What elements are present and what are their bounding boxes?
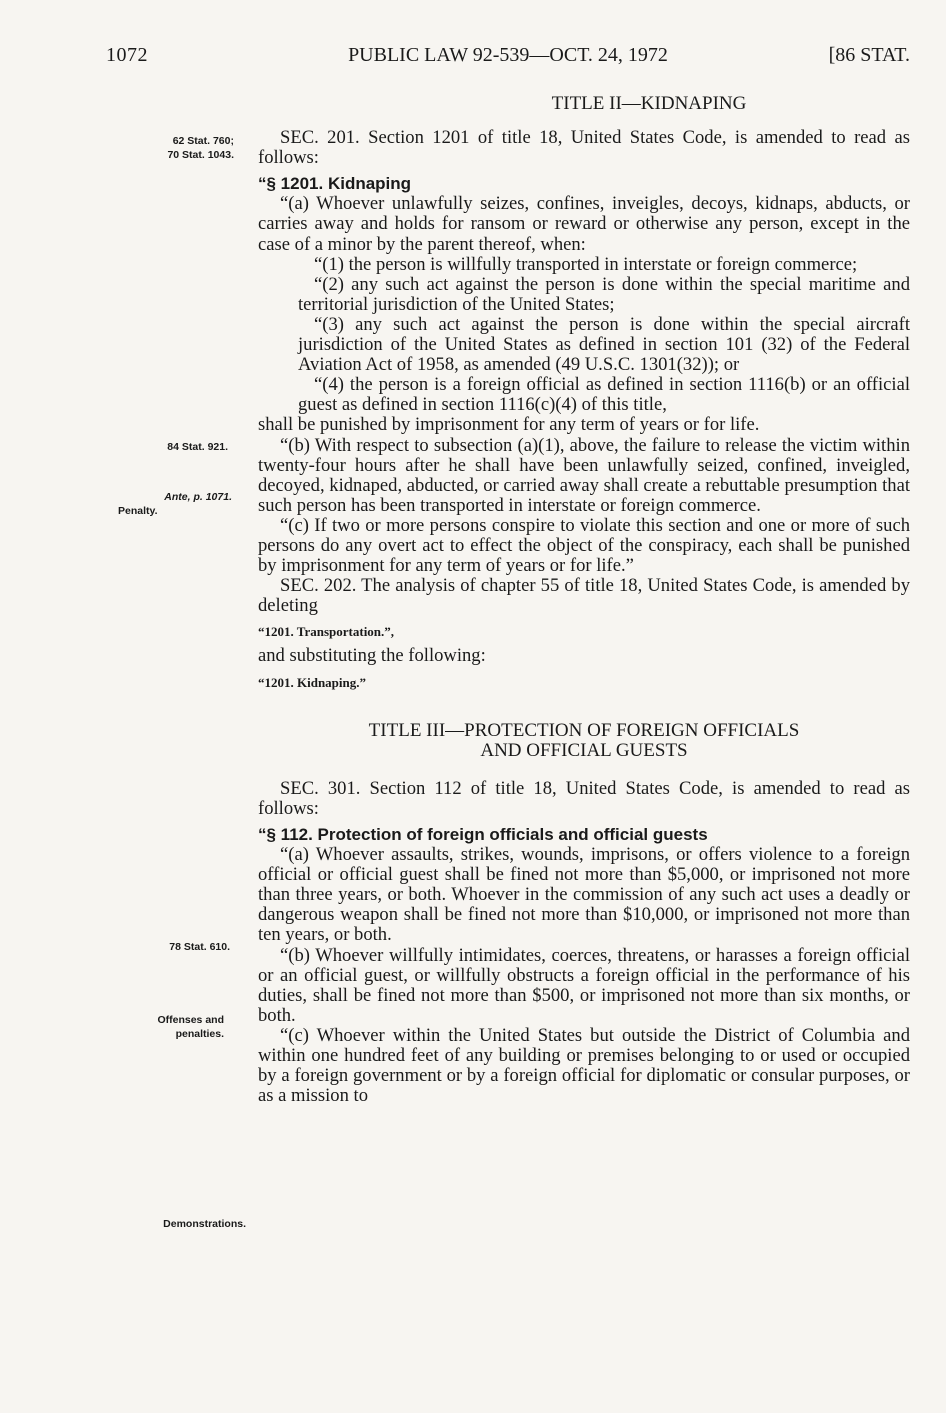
margin-citation-70: 70 Stat. 1043. bbox=[167, 149, 234, 161]
section-1201-a2: “(2) any such act against the person is done within the special maritime and territorial jurisdiction of the United States; bbox=[298, 273, 910, 315]
substitute-text: and substituting the following: bbox=[258, 645, 486, 667]
running-head: PUBLIC LAW 92-539—OCT. 24, 1972 bbox=[348, 44, 668, 66]
margin-note-ante bbox=[108, 490, 232, 518]
section-1201-a4: “(4) the person is a foreign official as defined in section 1116(b) or an official guest as defined in section 1116(c)(4) of this title, bbox=[298, 374, 910, 416]
margin-citation-84: 84 Stat. 921. bbox=[167, 441, 228, 453]
volume-citation: [86 STAT. bbox=[828, 44, 910, 66]
section-112-c: “(c) Whoever within the United States but outside the District of Columbia and within one hundred feet of any building or premises belonging to or used or occupied by a foreign government or by a foreign official for diplomatic or consular purposes, or as a mission to bbox=[258, 1024, 910, 1107]
title-iii-heading-line1: TITLE III—PROTECTION OF FOREIGN OFFICIALS bbox=[368, 719, 800, 741]
section-1201-b: “(b) With respect to subsection (a)(1), above, the failure to release the victim within twenty-four hours after he shall have been unlawfully seized, confined, inveigled, decoyed, kidnaped, abducted, or carried away shall create a rebuttable presumption that such person has been transported in interstate or foreign commerce. bbox=[258, 434, 910, 516]
margin-penalty: Penalty. bbox=[118, 505, 158, 517]
margin-demonstrations: Demonstrations. bbox=[163, 1218, 246, 1230]
section-1201-a: “(a) Whoever unlawfully seizes, confines, inveigles, decoys, kidnaps, abducts, or carries away and holds for ransom or reward or otherwise any person, except in the case of a minor by the parent thereof, when: bbox=[258, 193, 910, 255]
section-112-heading: “§ 112. Protection of foreign officials and official guests bbox=[258, 825, 708, 844]
main-text bbox=[258, 94, 910, 1106]
section-1201-c: “(c) If two or more persons conspire to violate this section and one or more of such persons do any overt act to effect the object of the conspiracy, each shall be punished by imprisonment for any term of years or for life.” bbox=[258, 514, 910, 577]
section-1201-a3: “(3) any such act against the person is done within the special aircraft jurisdiction of the United States as defined in section 101 (32) of the Federal Aviation Act of 1958, as amended (49 U.S.C. 1301(32)); or bbox=[298, 313, 910, 376]
margin-citation-78: 78 Stat. 610. bbox=[169, 941, 230, 953]
section-112-a: “(a) Whoever assaults, strikes, wounds, imprisons, or offers violence to a foreign official or official guest shall be fined not more than $5,000, or imprisoned not more than three years, or both. Whoever in the commission of any such act uses a deadly or dangerous weapon shall be fined not more than $10,000, or imprisoned not more than ten years, or both. bbox=[258, 844, 910, 946]
page-header bbox=[106, 44, 910, 76]
inserted-entry: “1201. Kidnaping.” bbox=[258, 674, 367, 690]
section-1201-a1: “(1) the person is willfully transported in interstate or foreign commerce; bbox=[314, 253, 858, 275]
deleted-entry: “1201. Transportation.”, bbox=[258, 624, 395, 640]
section-1201-heading: “§ 1201. Kidnaping bbox=[258, 174, 412, 194]
margin-offenses: Offenses and penalties. bbox=[157, 1014, 224, 1040]
section-202: SEC. 202. The analysis of chapter 55 of title 18, United States Code, is amended by deleting bbox=[258, 575, 910, 617]
margin-note-citation bbox=[108, 134, 234, 162]
section-201: SEC. 201. Section 1201 of title 18, United States Code, is amended to read as follows: bbox=[258, 127, 910, 169]
title-ii-heading: TITLE II—KIDNAPING bbox=[551, 93, 747, 114]
title-iii-heading-line2: AND OFFICIAL GUESTS bbox=[480, 739, 688, 761]
section-301: SEC. 301. Section 112 of title 18, United States Code, is amended to read as follows: bbox=[258, 777, 910, 819]
margin-ante: Ante, p. 1071. bbox=[164, 491, 232, 503]
margin-citation-62: 62 Stat. 760; bbox=[172, 135, 234, 147]
section-1201-a-penalty: shall be punished by imprisonment for any term of years or for life. bbox=[258, 414, 760, 436]
page-number: 1072 bbox=[106, 44, 148, 66]
section-112-b: “(b) Whoever willfully intimidates, coerces, threatens, or harasses a foreign official or an official guest, or willfully obstructs a foreign official in the performance of his duties, shall be fined not more than $500, or imprisoned not more than six months, or both. bbox=[258, 944, 910, 1026]
